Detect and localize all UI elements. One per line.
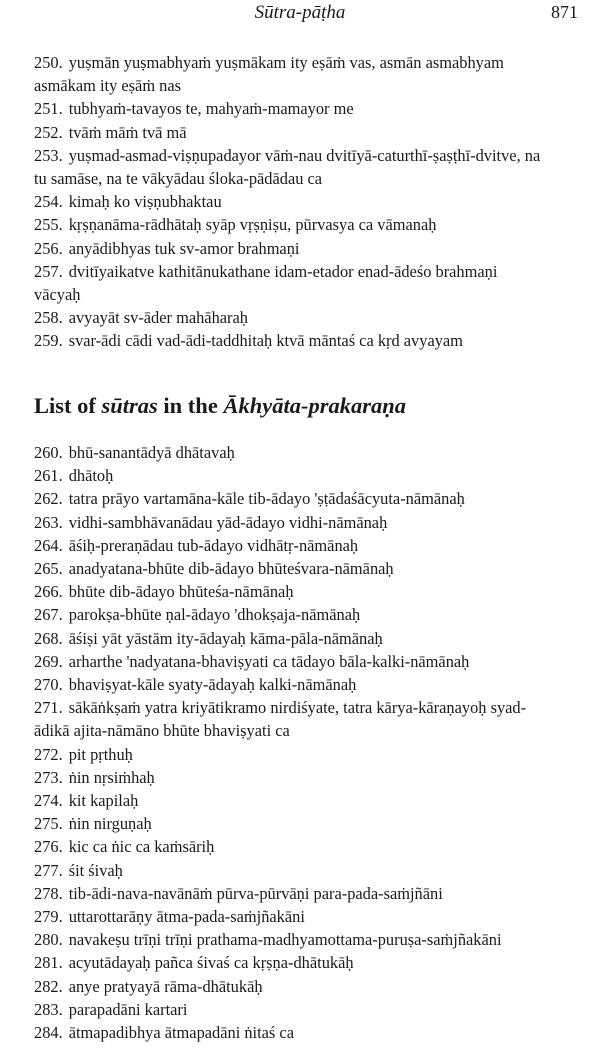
sutra-entry	[0, 998, 600, 1021]
sutra-entry	[0, 487, 600, 510]
sutra-text: tubhyaṁ-tavayos te, mahyaṁ-mamayor me	[68, 99, 354, 119]
sutra-entry	[0, 835, 600, 858]
sutra-entry	[0, 97, 600, 120]
sutra-entry	[0, 603, 600, 626]
sutra-entry	[0, 951, 600, 974]
sutra-number: 284.	[34, 1023, 63, 1043]
sutra-entry	[0, 905, 600, 928]
sutra-text: parokṣa-bhūte ṇal-ādayo 'dhokṣaja-nāmānaḥ	[68, 605, 361, 625]
sutra-text: arharthe 'nadyatana-bhaviṣyati ca tādayo bāla-kalki-nāmānaḥ	[68, 651, 470, 671]
sutra-number: 256.	[34, 238, 63, 258]
sutra-number: 257.	[34, 261, 63, 281]
sutra-number: 280.	[34, 930, 63, 950]
sutra-number: 258.	[34, 308, 63, 328]
sutra-text: ādikā ajita-nāmāno bhūte bhaviṣyati ca	[34, 721, 290, 741]
sutra-list-top	[0, 51, 600, 353]
sutra-entry	[0, 190, 600, 213]
sutra-entry	[0, 260, 600, 283]
sutra-entry	[0, 441, 600, 464]
heading-middle: in the	[157, 393, 224, 418]
heading-italic-sutras: sūtras	[101, 393, 158, 418]
sutra-entry-continuation	[0, 74, 600, 97]
sutra-entry	[0, 1021, 600, 1044]
sutra-number: 283.	[34, 999, 63, 1019]
sutra-text: bhūte dib-ādayo bhūteśa-nāmānaḥ	[68, 582, 294, 602]
sutra-text: bhū-sanantādyā dhātavaḥ	[68, 443, 235, 462]
sutra-number: 276.	[34, 837, 63, 857]
sutra-number: 263.	[34, 512, 63, 532]
sutra-entry	[0, 534, 600, 557]
sutra-entry-continuation	[0, 719, 600, 742]
sutra-number: 254.	[34, 192, 63, 212]
sutra-entry	[0, 627, 600, 650]
sutra-entry-continuation	[0, 167, 600, 190]
heading-italic-akhyata: Ākhyāta-prakaraṇa	[223, 393, 406, 418]
sutra-list-bottom	[0, 441, 600, 1044]
sutra-text: tib-ādi-nava-navānāṁ pūrva-pūrvāṇi para-pada-saṁjñāni	[68, 883, 443, 903]
sutra-text: ātmapadibhya ātmapadāni ṅitaś ca	[68, 1023, 294, 1043]
sutra-entry	[0, 812, 600, 835]
running-title: Sūtra-pāṭha	[254, 2, 346, 23]
sutra-number: 277.	[34, 860, 63, 880]
sutra-text: avyayāt sv-āder mahāharaḥ	[68, 308, 248, 328]
sutra-number: 268.	[34, 628, 63, 648]
sutra-number: 252.	[34, 122, 63, 142]
sutra-entry	[0, 306, 600, 329]
sutra-entry	[0, 673, 600, 696]
sutra-entry	[0, 557, 600, 580]
sutra-text: tu samāse, na te vākyādau śloka-pādādau ca	[34, 169, 323, 189]
sutra-text: tatra prāyo vartamāna-kāle tib-ādayo 'ṣṭādaśācyuta-nāmānaḥ	[68, 489, 465, 509]
sutra-text: kit kapilaḥ	[68, 791, 139, 811]
sutra-text: tvāṁ māṁ tvā mā	[68, 122, 187, 142]
sutra-text: yuṣmad-asmad-viṣṇupadayor vāṁ-nau dvitīyā-caturthī-ṣaṣṭhī-dvitve, na	[68, 145, 541, 165]
sutra-text: dvitīyaikatve kathitānukathane idam-etador enad-ādeśo brahmaṇi	[68, 261, 498, 281]
sutra-number: 271.	[34, 698, 63, 718]
sutra-number: 264.	[34, 535, 63, 555]
sutra-text: parapadāni kartari	[68, 999, 188, 1019]
sutra-text: vidhi-sambhāvanādau yād-ādayo vidhi-nāmānaḥ	[68, 512, 388, 532]
sutra-entry	[0, 928, 600, 951]
sutra-text: bhaviṣyat-kāle syaty-ādayaḥ kalki-nāmānaḥ	[68, 675, 357, 695]
sutra-number: 269.	[34, 651, 63, 671]
sutra-entry	[0, 650, 600, 673]
sutra-entry	[0, 975, 600, 998]
sutra-entry	[0, 696, 600, 719]
sutra-number: 253.	[34, 145, 63, 165]
sutra-entry	[0, 329, 600, 352]
sutra-number: 259.	[34, 331, 63, 351]
sutra-entry	[0, 743, 600, 766]
sutra-entry	[0, 789, 600, 812]
sutra-entry	[0, 859, 600, 882]
section-heading	[34, 393, 406, 419]
heading-prefix: List of	[34, 393, 102, 418]
sutra-text: asmākam ity eṣāṁ nas	[34, 76, 182, 96]
sutra-number: 255.	[34, 215, 63, 235]
sutra-entry	[0, 511, 600, 534]
sutra-text: āśiṣi yāt yāstām ity-ādayaḥ kāma-pāla-nāmānaḥ	[68, 628, 383, 648]
sutra-number: 279.	[34, 907, 63, 927]
sutra-text: śit śivaḥ	[68, 860, 123, 880]
sutra-number: 282.	[34, 976, 63, 996]
sutra-text: ṅin nirguṇaḥ	[68, 814, 152, 834]
sutra-number: 270.	[34, 675, 63, 695]
sutra-number: 278.	[34, 883, 63, 903]
sutra-number: 265.	[34, 559, 63, 579]
sutra-entry-continuation	[0, 283, 600, 306]
sutra-text: navakeṣu trīṇi trīṇi prathama-madhyamottama-puruṣa-saṁjñakāni	[68, 930, 502, 950]
sutra-number: 267.	[34, 605, 63, 625]
page-number: 871	[551, 2, 578, 22]
sutra-text: sākāṅkṣaṁ yatra kriyātikramo nirdiśyate, tatra kārya-kāraṇayoḥ syad-	[68, 698, 527, 718]
sutra-number: 250.	[34, 53, 63, 72]
sutra-text: ṅin nṛsiṁhaḥ	[68, 767, 155, 787]
sutra-text: kic ca ṅic ca kaṁsāriḥ	[68, 837, 215, 857]
sutra-text: kimaḥ ko viṣṇubhaktau	[68, 192, 222, 212]
sutra-number: 251.	[34, 99, 63, 119]
sutra-text: pit pṛthuḥ	[68, 744, 133, 764]
sutra-entry	[0, 144, 600, 167]
sutra-number: 262.	[34, 489, 63, 509]
sutra-number: 273.	[34, 767, 63, 787]
sutra-number: 281.	[34, 953, 63, 973]
sutra-entry	[0, 766, 600, 789]
sutra-text: āśiḥ-preraṇādau tub-ādayo vidhātṛ-nāmānaḥ	[68, 535, 359, 555]
sutra-text: anye pratyayā rāma-dhātukāḥ	[68, 976, 263, 996]
sutra-text: acyutādayaḥ pañca śivaś ca kṛṣṇa-dhātukāḥ	[68, 953, 354, 973]
sutra-number: 274.	[34, 791, 63, 811]
sutra-text: svar-ādi cādi vad-ādi-taddhitaḥ ktvā māntaś ca kṛd avyayam	[68, 331, 463, 351]
sutra-text: uttarottarāṇy ātma-pada-saṁjñakāni	[68, 907, 305, 927]
sutra-entry	[0, 464, 600, 487]
sutra-text: anyādibhyas tuk sv-amor brahmaṇi	[68, 238, 300, 258]
sutra-entry	[0, 580, 600, 603]
sutra-text: yuṣmān yuṣmabhyaṁ yuṣmākam ity eṣāṁ vas, asmān asmabhyam	[68, 53, 504, 72]
page-header	[0, 0, 600, 30]
sutra-text: dhātoḥ	[68, 466, 114, 486]
sutra-number: 266.	[34, 582, 63, 602]
sutra-entry	[0, 237, 600, 260]
sutra-entry	[0, 882, 600, 905]
sutra-entry	[0, 121, 600, 144]
sutra-entry	[0, 213, 600, 236]
sutra-entry	[0, 51, 600, 74]
sutra-number: 260.	[34, 443, 63, 462]
sutra-text: kṛṣṇanāma-rādhātaḥ syāp vṛṣṇiṣu, pūrvasya ca vāmanaḥ	[68, 215, 437, 235]
sutra-text: vācyaḥ	[34, 285, 81, 305]
sutra-number: 272.	[34, 744, 63, 764]
sutra-number: 261.	[34, 466, 63, 486]
sutra-number: 275.	[34, 814, 63, 834]
sutra-text: anadyatana-bhūte dib-ādayo bhūteśvara-nāmānaḥ	[68, 559, 394, 579]
